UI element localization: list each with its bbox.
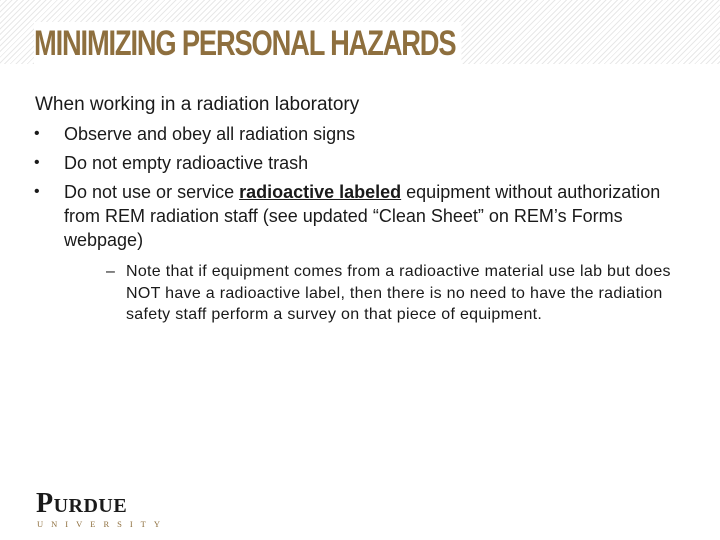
bullet-emphasis: radioactive labeled [239,182,402,202]
bullet-text: Do not empty radioactive trash [64,153,309,173]
bullet-marker: • [34,154,40,171]
bullet-item [34,122,694,146]
sub-bullet-item [106,261,696,326]
intro-text: When working in a radiation laboratory [35,94,360,115]
bullet-item [34,151,694,175]
bullet-text: Observe and obey all radiation signs [64,124,356,144]
logo-subtitle: UNIVERSITY [37,519,168,529]
sub-bullet-text: Note that if equipment comes from a radioactive material use lab but does NOT have a radioactive label, then there is no need to have the radiation safety staff perform a survey on that piece of equipment. [126,263,671,323]
bullet-marker: • [34,183,40,200]
dash-marker: – [106,263,116,280]
slide-title: MINIMIZING PERSONAL HAZARDS [34,22,462,66]
bullet-text-after: equipment without authorization from REM radiation staff (see updated “Clean Sheet” on REM’s Forms webpage) [64,182,661,250]
purdue-logo [36,490,168,529]
logo-wordmark: Purdue [36,488,128,519]
bullet-item [34,180,694,252]
bullet-marker: • [34,125,40,142]
bullet-text-before: Do not use or service [64,182,240,202]
sub-bullet-list [106,261,696,326]
bullet-list [34,122,694,257]
